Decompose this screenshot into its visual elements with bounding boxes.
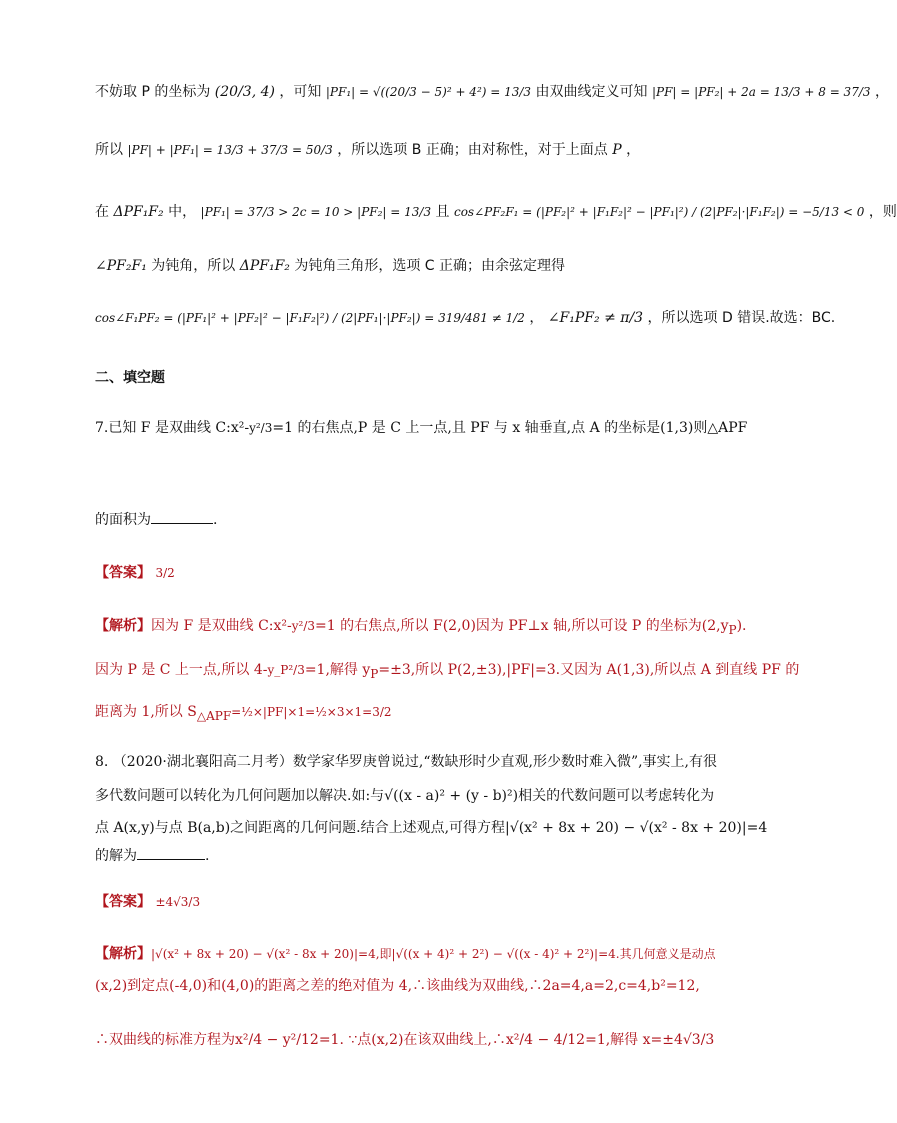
text: ，可知 bbox=[279, 84, 322, 100]
answer-blank bbox=[151, 511, 213, 524]
answer-label: 【答案】 bbox=[95, 565, 151, 581]
text: 的面积为 bbox=[95, 512, 151, 528]
subscript: P bbox=[370, 666, 379, 681]
solution-label: 【解析】 bbox=[95, 618, 151, 634]
math-cosine-law: cos∠F₁PF₂ = (|PF₁|² + |PF₂|² − |F₁F₂|²) / (2|PF₁|·|PF₂|) = 319/481 ≠ 1/2 bbox=[95, 311, 525, 325]
math-inequality: |PF₁| = 37/3 > 2c = 10 > |PF₂| = 13/3 bbox=[200, 205, 432, 219]
text: =½×|PF|×1=½×3×1=3/2 bbox=[231, 705, 392, 719]
text: =1 的右焦点,所以 F(2,0)因为 PF⊥x 轴,所以可设 P 的坐标为(2,y bbox=[315, 618, 729, 634]
question-8-line-2: 多代数问题可以转化为几何问题加以解决.如:与√((x - a)² + (y - b)²)相关的代数问题可以考虑转化为 bbox=[95, 788, 715, 804]
question-7-solution-1 bbox=[95, 616, 747, 640]
text: 为钝角三角形，选项 C 正确；由余弦定理得 bbox=[294, 258, 566, 274]
fraction: y_P²/3 bbox=[267, 663, 305, 677]
text: 为钝角，所以 bbox=[151, 258, 236, 274]
solution-line-1 bbox=[95, 82, 889, 102]
question-7-line-2 bbox=[95, 510, 217, 530]
math-pf1-distance: |PF₁| = √((20/3 − 5)² + 4²) = 13/3 bbox=[325, 85, 532, 99]
text: ， bbox=[529, 310, 544, 326]
math-point-coord: (20/3, 4) bbox=[214, 84, 275, 100]
answer-value: 3/2 bbox=[155, 566, 175, 580]
answer-blank bbox=[137, 847, 205, 860]
text: 中， bbox=[168, 204, 197, 220]
math-point: P bbox=[612, 142, 622, 158]
text: ， bbox=[874, 84, 889, 100]
question-8-solution-1 bbox=[95, 944, 716, 964]
fraction: y²/3 bbox=[249, 421, 273, 435]
text: ，所以选项 B 正确；由对称性，对于上面点 bbox=[337, 142, 608, 158]
text: ，所以选项 D 错误.故选：BC. bbox=[647, 310, 836, 326]
question-8-line-1: 8. （2020·湖北襄阳高二月考）数学家华罗庚曾说过,“数缺形时少直观,形少数时难入微”,事实上,有很 bbox=[95, 754, 717, 770]
text: 不妨取 P 的坐标为 bbox=[95, 84, 211, 100]
text: 且 bbox=[435, 204, 450, 220]
question-7-answer bbox=[95, 563, 175, 583]
question-8-solution-3: ∴双曲线的标准方程为x²/4 − y²/12=1. ∵点(x,2)在该双曲线上,∴x²/4 − 4/12=1,解得 x=±4√3/3 bbox=[95, 1032, 715, 1048]
math-pf-distance: |PF| = |PF₂| + 2a = 13/3 + 8 = 37/3 bbox=[651, 85, 871, 99]
answer-label: 【答案】 bbox=[95, 894, 151, 910]
text: =1 的右焦点,P 是 C 上一点,且 PF 与 x 轴垂直,点 A 的坐标是(1,3)则△APF bbox=[272, 420, 748, 436]
text: 在 bbox=[95, 204, 109, 220]
solution-line-3 bbox=[95, 202, 897, 222]
text: . bbox=[213, 512, 218, 528]
math-triangle: ΔPF₁F₂ bbox=[239, 258, 290, 274]
question-8-line-4 bbox=[95, 846, 209, 866]
text: 所以 bbox=[95, 142, 123, 158]
text: 7.已知 F 是双曲线 C:x²- bbox=[95, 420, 250, 436]
text: ). bbox=[736, 618, 747, 634]
math-angle: ∠PF₂F₁ bbox=[95, 258, 147, 274]
solution-label: 【解析】 bbox=[95, 946, 151, 962]
fraction: y²/3 bbox=[291, 619, 316, 633]
text: 由双曲线定义可知 bbox=[535, 84, 648, 100]
answer-value: ±4√3/3 bbox=[155, 895, 201, 909]
text: |√(x² + 8x + 20) − √(x² - 8x + 20)|=4,即|√((x + 4)² + 2²) − √((x - 4)² + 2²)|=4.其几何意义是动点 bbox=[151, 947, 716, 961]
solution-line-5 bbox=[95, 308, 835, 328]
math-triangle: ΔPF₁F₂ bbox=[113, 204, 164, 220]
text: . bbox=[205, 848, 210, 864]
math-sum: |PF| + |PF₁| = 13/3 + 37/3 = 50/3 bbox=[127, 143, 333, 157]
text: 因为 F 是双曲线 C:x²- bbox=[151, 618, 292, 634]
question-8-solution-2: (x,2)到定点(-4,0)和(4,0)的距离之差的绝对值为 4,∴该曲线为双曲线,∴2a=4,a=2,c=4,b²=12, bbox=[95, 978, 700, 994]
text: ， bbox=[626, 142, 641, 158]
text: =1,解得 y bbox=[304, 662, 371, 678]
subscript: △APF bbox=[196, 708, 232, 723]
text: =±3,所以 P(2,±3),|PF|=3.又因为 A(1,3),所以点 A 到直线 PF 的 bbox=[378, 662, 800, 678]
text: 的解为 bbox=[95, 848, 137, 864]
question-8-line-3: 点 A(x,y)与点 B(a,b)之间距离的几何问题.结合上述观点,可得方程|√(x² + 8x + 20) − √(x² - 8x + 20)|=4 bbox=[95, 820, 768, 836]
math-cosine: cos∠PF₂F₁ = (|PF₂|² + |F₁F₂|² − |PF₁|²) / (2|PF₂|·|F₁F₂|) = −5/13 < 0 bbox=[453, 205, 865, 219]
question-8-answer bbox=[95, 892, 200, 912]
question-7-line-1 bbox=[95, 418, 747, 438]
subscript: P bbox=[728, 622, 737, 637]
text: 因为 P 是 C 上一点,所以 4- bbox=[95, 662, 268, 678]
text: 距离为 1,所以 S bbox=[95, 704, 197, 720]
solution-line-4 bbox=[95, 256, 565, 276]
math-angle-compare: ∠F₁PF₂ ≠ π/3 bbox=[547, 310, 644, 326]
text: ，则 bbox=[868, 204, 897, 220]
section-title: 二、填空题 bbox=[95, 370, 165, 386]
question-7-solution-3 bbox=[95, 702, 392, 726]
solution-line-2 bbox=[95, 140, 640, 160]
question-7-solution-2 bbox=[95, 660, 799, 684]
